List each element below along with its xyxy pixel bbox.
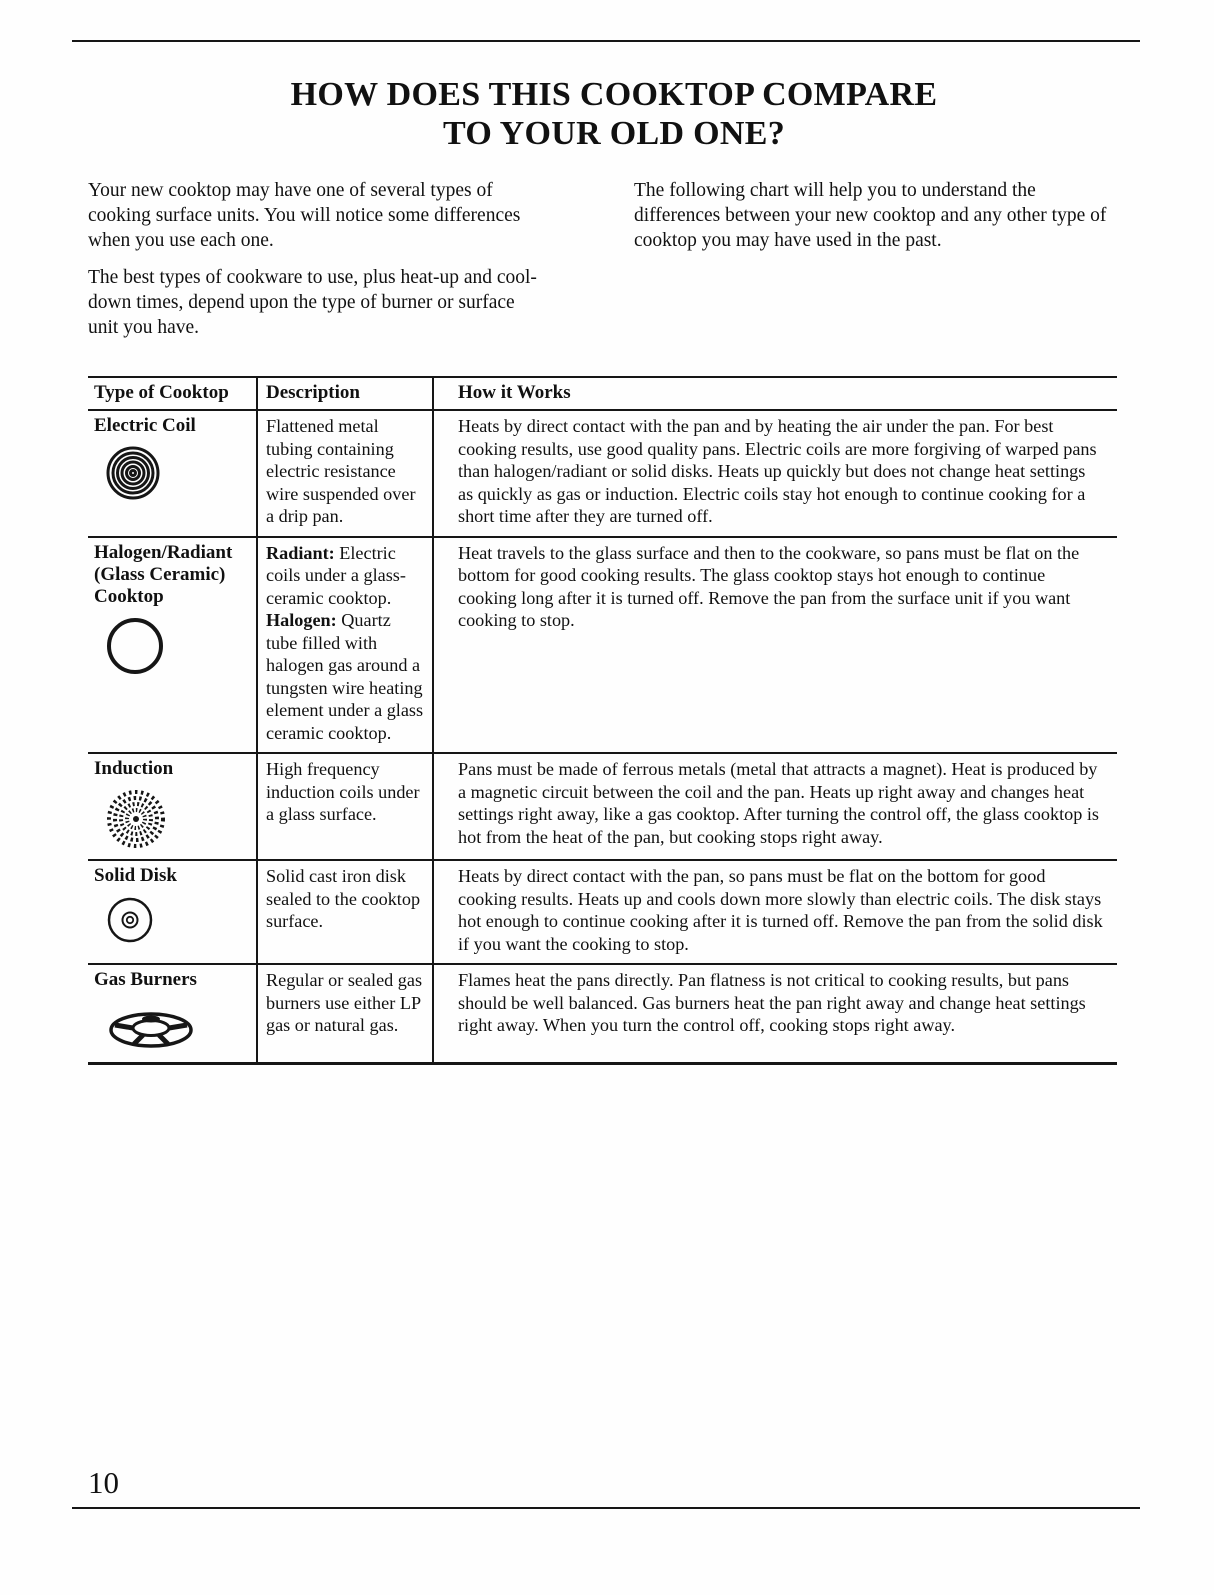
cooktop-type-label: Solid Disk (94, 865, 177, 886)
radiant-label: Radiant: (266, 542, 335, 563)
type-cell (88, 754, 256, 859)
intro-paragraph: Your new cooktop may have one of several types of cooking surface units. You will notice some differences when you use each one. (88, 179, 521, 251)
halogen-radiant-icon (104, 615, 166, 677)
table-row-halogen-radiant (88, 538, 1117, 755)
page-title-line1: HOW DOES THIS COOKTOP COMPARE (290, 76, 938, 113)
cooktop-type-label: Gas Burners (94, 969, 197, 990)
table-row-gas-burners (88, 965, 1117, 1062)
comparison-table (88, 376, 1117, 1066)
column-header-description: Description (256, 378, 432, 410)
table-row-electric-coil (88, 411, 1117, 538)
column-header-how-it-works: How it Works (432, 378, 1117, 410)
halogen-label: Halogen: (266, 610, 337, 630)
table-row-induction (88, 754, 1117, 861)
intro-left-column (88, 178, 546, 352)
page-number: 10 (88, 1465, 119, 1500)
gas-burners-icon (104, 998, 198, 1054)
radiant-text: Electric coils under a glass-ceramic cooktop. (266, 542, 406, 608)
description-cell: Flattened metal tubing containing electric resistance wire suspended over a drip pan. (256, 411, 432, 536)
how-it-works-cell: Heats by direct contact with the pan and by heating the air under the pan. For best cooking results, use good quality pans. Electric coils are more forgiving of warped pans than halogen/radiant or solid disks. Heats up quickly but does not change heat settings as quickly as gas or induction. Electric coils stay hot enough to continue cooking for a short time after they are turned off. (432, 411, 1117, 536)
intro-paragraph: The following chart will help you to understand the differences between your new cooktop and any other type of cooktop you may have used in the past. (634, 179, 1107, 251)
electric-coil-icon (104, 444, 162, 502)
type-cell (88, 538, 256, 753)
type-cell (88, 965, 256, 1062)
cooktop-type-label: Induction (94, 758, 174, 779)
table-header-row (88, 378, 1117, 412)
page-footer (72, 1466, 1140, 1509)
description-cell: Solid cast iron disk sealed to the cooktop surface. (256, 861, 432, 963)
halogen-description (266, 609, 424, 744)
description-cell (256, 538, 432, 753)
column-header-type: Type of Cooktop (94, 381, 229, 403)
cooktop-type-label: Halogen/Radiant (Glass Ceramic) Cooktop (94, 541, 233, 607)
top-divider (72, 40, 1140, 42)
type-cell (88, 861, 256, 963)
bottom-divider (72, 1507, 1140, 1509)
table-row-solid-disk (88, 861, 1117, 965)
radiant-description (266, 542, 424, 610)
page-title (88, 76, 1140, 154)
halogen-text: Quartz tube filled with halogen gas around a tungsten wire heating element under a glass ceramic cooktop. (266, 610, 424, 743)
how-it-works-cell: Pans must be made of ferrous metals (metal that attracts a magnet). Heat is produced by a magnetic circuit between the coil and the pan. Heats up right away and changes heat settings right away, like a gas cooktop. After turning the control off, the glass cooktop is hot from the heat of the pan, but cooking stops right away. (432, 754, 1117, 859)
induction-icon (104, 787, 168, 851)
description-cell: Regular or sealed gas burners use either LP gas or natural gas. (256, 965, 432, 1062)
type-cell (88, 411, 256, 536)
intro-right-column (634, 178, 1112, 352)
how-it-works-cell: Flames heat the pans directly. Pan flatness is not critical to cooking results, but pans should be well balanced. Gas burners heat the pan right away and change heat settings right away. When you turn the control off, cooking stops right away. (432, 965, 1117, 1062)
solid-disk-icon (104, 894, 156, 946)
how-it-works-cell: Heats by direct contact with the pan, so pans must be flat on the bottom for good cooking results. Heats up and cools down more slowly than electric coils. The disk stays hot enough to continue cooking after it is turned off. Remove the pan from the solid disk if you want the cooking to stop. (432, 861, 1117, 963)
cooktop-type-label: Electric Coil (94, 415, 196, 436)
page-title-line2: TO YOUR OLD ONE? (442, 114, 785, 152)
intro-paragraph: The best types of cookware to use, plus heat-up and cool-down times, depend upon the type of burner or surface unit you have. (88, 266, 537, 338)
intro-section (88, 178, 1140, 352)
how-it-works-cell: Heat travels to the glass surface and then to the cookware, so pans must be flat on the bottom for good cooking results. The glass cooktop stays hot enough to continue cooking long after it is turned off. Remove the pan from the surface unit if you want cooking to stop. (432, 538, 1117, 753)
description-cell: High frequency induction coils under a glass surface. (256, 754, 432, 859)
